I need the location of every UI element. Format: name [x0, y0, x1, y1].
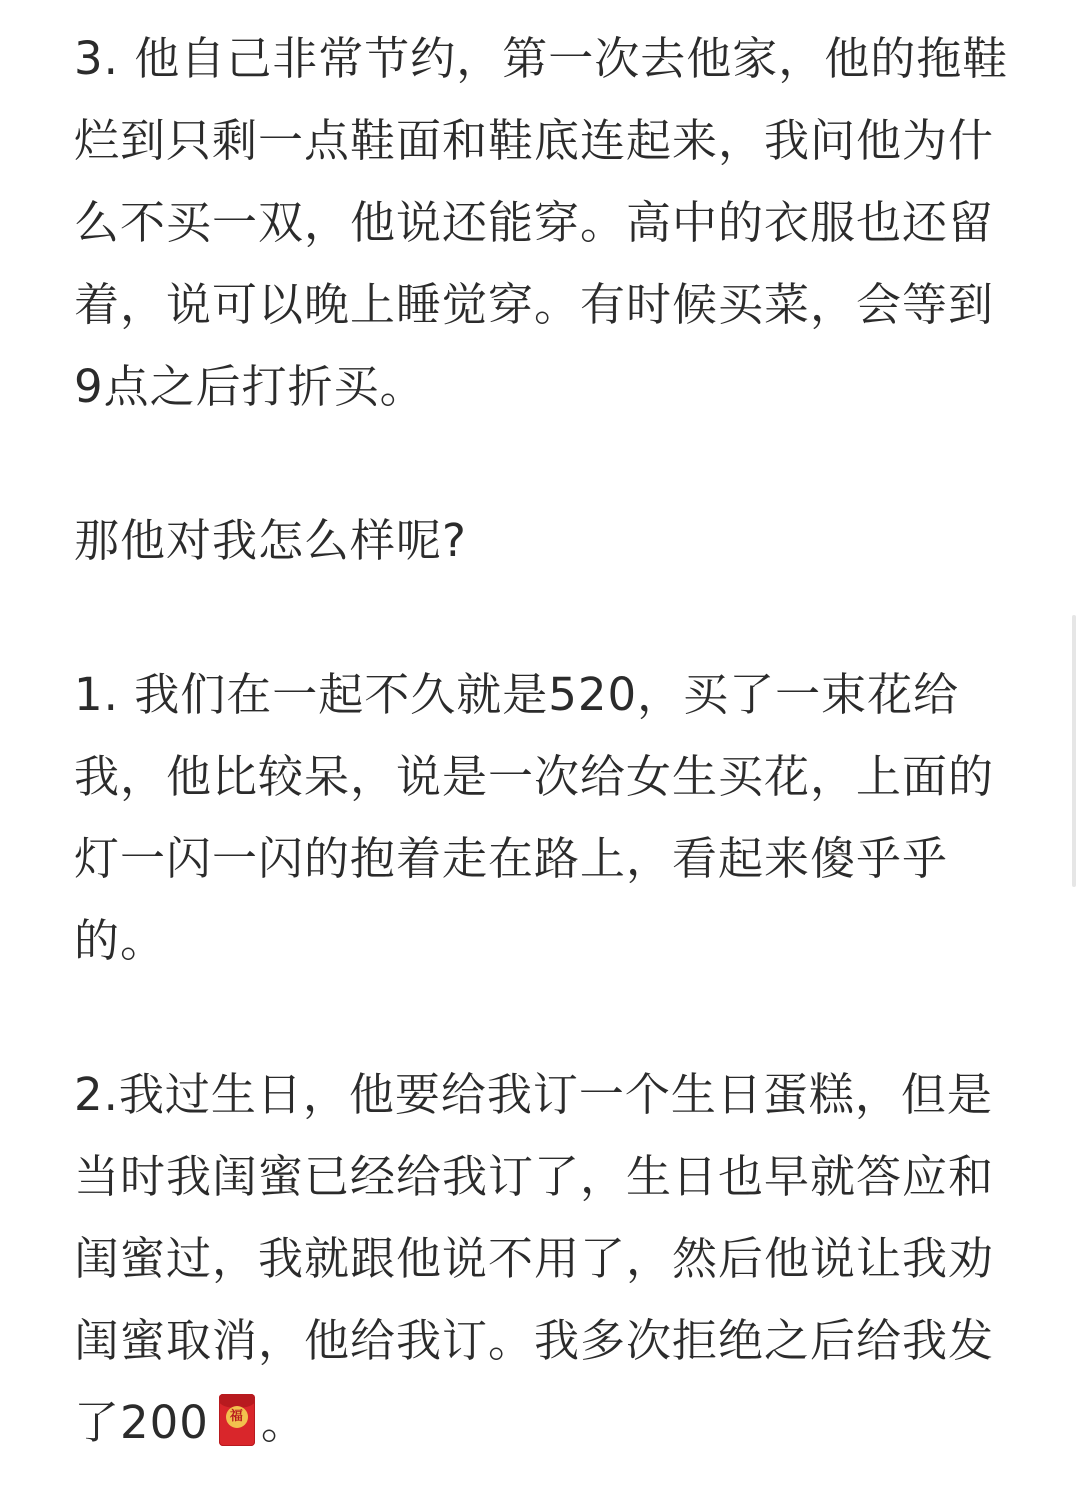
paragraph-question: 那他对我怎么样呢?	[74, 514, 467, 567]
paragraph-spacer	[74, 428, 1014, 500]
article-body	[74, 18, 1014, 1464]
fu-seal: 福	[226, 1406, 248, 1428]
paragraph-birthday-text: 2.我过生日，他要给我订一个生日蛋糕，但是当时我闺蜜已经给我订了，生日也早就答应和闺蜜过，我就跟他说不用了，然后他说让我劝闺蜜取消，他给我订。我多次拒绝之后给我发了200	[74, 1068, 995, 1449]
scrollbar[interactable]	[1072, 615, 1076, 887]
paragraph-flowers: 1. 我们在一起不久就是520，买了一束花给我，他比较呆，说是一次给女生买花，上面的灯一闪一闪的抱着走在路上，看起来傻乎乎的。	[74, 668, 995, 967]
paragraph-frugal: 3. 他自己非常节约，第一次去他家，他的拖鞋烂到只剩一点鞋面和鞋底连起来，我问他为什么不买一双，他说还能穿。高中的衣服也还留着，说可以晚上睡觉穿。有时候买菜，会等到9点之后打折买。	[74, 32, 1009, 413]
paragraph-spacer	[74, 582, 1014, 654]
paragraph-birthday-end: 。	[260, 1396, 307, 1449]
red-envelope-icon	[219, 1394, 255, 1446]
paragraph-birthday	[74, 1054, 1014, 1464]
paragraph-spacer	[74, 982, 1014, 1054]
